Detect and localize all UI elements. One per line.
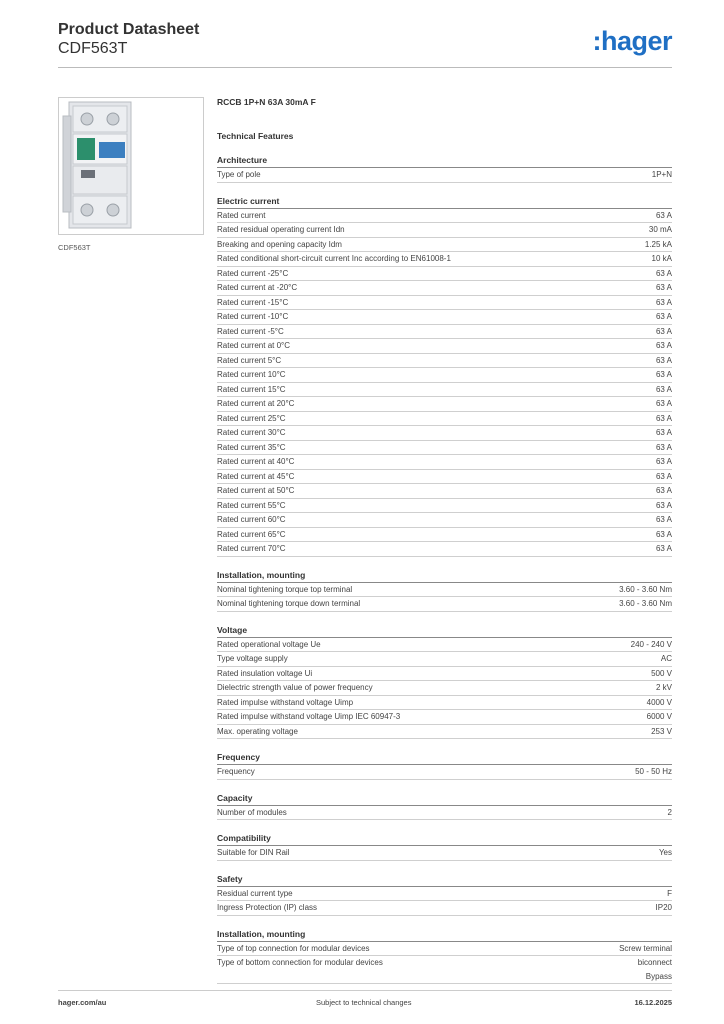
spec-row (217, 252, 672, 267)
spec-value: 10 kA (651, 254, 672, 263)
spec-row (217, 652, 672, 667)
spec-label: Rated impulse withstand voltage Uimp (217, 697, 354, 707)
spec-table (217, 886, 672, 916)
spec-row (217, 956, 672, 984)
spec-value: 63 A (655, 428, 672, 437)
spec-value: 63 A (655, 297, 672, 307)
spec-value: 63 A (655, 326, 672, 336)
spec-value: 63 A (655, 370, 672, 379)
spec-value: 63 A (655, 355, 672, 365)
spec-label: Rated current 25°C (217, 413, 286, 423)
spec-label: Type of bottom connection for modular devices (217, 958, 383, 967)
spec-row (217, 499, 672, 514)
spec-value: 63 A (655, 457, 672, 466)
spec-label: Rated current 55°C (217, 500, 286, 510)
spec-row (217, 383, 672, 398)
spec-value: 63 A (655, 529, 672, 539)
spec-value: 63 A (655, 442, 672, 452)
spec-label: Rated current at -20°C (217, 283, 298, 292)
spec-row (217, 339, 672, 354)
spec-table (217, 208, 672, 557)
spec-label: Ingress Protection (IP) class (217, 903, 318, 912)
spec-label: Suitable for DIN Rail (217, 848, 290, 857)
spec-row (217, 583, 672, 598)
spec-table (217, 764, 672, 780)
spec-label: Breaking and opening capacity Idm (217, 239, 342, 249)
spec-row (217, 887, 672, 902)
spec-label: Number of modules (217, 807, 287, 817)
spec-label: Residual current type (217, 888, 293, 898)
spec-value: 1P+N (651, 170, 672, 179)
spec-row (217, 638, 672, 653)
spec-value: 4000 V (646, 697, 672, 707)
spec-row (217, 168, 672, 183)
spec-row (217, 455, 672, 470)
spec-value: 50 - 50 Hz (635, 767, 672, 776)
spec-table (217, 845, 672, 861)
spec-row (217, 296, 672, 311)
spec-row (217, 696, 672, 711)
spec-label: Rated current -15°C (217, 297, 289, 307)
document-type: Product Datasheet (58, 21, 200, 38)
spec-value: 63 A (655, 544, 672, 553)
spec-row (217, 426, 672, 441)
spec-value: 30 mA (648, 225, 672, 234)
header-divider (58, 67, 672, 68)
section-title: Compatibility (217, 833, 271, 843)
spec-label: Nominal tightening torque down terminal (217, 599, 361, 608)
spec-row (217, 901, 672, 916)
spec-label: Rated current at 0°C (217, 341, 291, 350)
spec-row (217, 597, 672, 612)
spec-label: Rated current 70°C (217, 544, 286, 553)
section-title: Installation, mounting (217, 569, 306, 580)
spec-value: 63 A (655, 515, 672, 524)
spec-value: 63 A (655, 500, 672, 510)
spec-table (217, 637, 672, 740)
spec-row (217, 267, 672, 282)
spec-row (217, 484, 672, 499)
spec-table (217, 582, 672, 612)
spec-label: Rated current -10°C (217, 312, 289, 321)
spec-label: Type voltage supply (217, 654, 288, 663)
section-title: Capacity (217, 792, 253, 803)
section-title: Electric current (217, 195, 280, 206)
footer-note: Subject to technical changes (316, 998, 412, 1007)
spec-value: 63 A (655, 471, 672, 481)
spec-value: 2 kV (655, 683, 672, 692)
spec-value: 500 V (651, 668, 672, 678)
spec-label: Rated insulation voltage Ui (217, 668, 313, 678)
product-image (58, 97, 204, 235)
spec-label: Rated residual operating current Idn (217, 225, 345, 234)
spec-value: 63 A (655, 268, 672, 278)
spec-value: 6000 V (646, 712, 672, 721)
spec-row (217, 397, 672, 412)
spec-label: Rated current at 40°C (217, 457, 295, 466)
spec-row (217, 542, 672, 557)
section-title: Architecture (217, 155, 268, 165)
spec-value: 63 A (655, 312, 672, 321)
spec-row (217, 528, 672, 543)
spec-label: Frequency (217, 767, 255, 776)
spec-value: Screw terminal (619, 943, 672, 953)
spec-label: Rated current 30°C (217, 428, 286, 437)
page-header (58, 20, 199, 58)
technical-features-heading: Technical Features (217, 131, 294, 141)
footer-website: hager.com/au (58, 998, 107, 1007)
spec-value: biconnect Bypass (637, 958, 672, 981)
spec-value: IP20 (655, 903, 672, 912)
spec-table (217, 805, 672, 821)
spec-row (217, 513, 672, 528)
spec-row (217, 281, 672, 296)
spec-label: Dielectric strength value of power frequency (217, 683, 373, 692)
spec-label: Rated current 60°C (217, 515, 286, 524)
spec-row (217, 441, 672, 456)
spec-value: 253 V (651, 726, 672, 736)
footer-divider (58, 990, 672, 991)
footer-date: 16.12.2025 (634, 998, 672, 1007)
spec-label: Rated current at 45°C (217, 471, 295, 481)
spec-label: Max. operating voltage (217, 726, 298, 736)
spec-value: 63 A (655, 399, 672, 408)
spec-label: Type of pole (217, 170, 261, 179)
spec-row (217, 223, 672, 238)
spec-value: 63 A (655, 210, 672, 220)
datasheet-content (217, 95, 672, 984)
spec-row (217, 325, 672, 340)
spec-label: Rated conditional short-circuit current Inc according to EN61008-1 (217, 254, 451, 263)
spec-row (217, 942, 672, 957)
spec-value: 63 A (655, 341, 672, 350)
spec-value: 63 A (655, 283, 672, 292)
product-image-caption: CDF563T (58, 243, 91, 252)
spec-row (217, 412, 672, 427)
spec-row (217, 725, 672, 740)
spec-table (217, 941, 672, 985)
spec-label: Rated current 65°C (217, 529, 286, 539)
spec-row (217, 667, 672, 682)
spec-row (217, 710, 672, 725)
product-code: CDF563T (58, 40, 128, 57)
spec-value: 1.25 kA (644, 239, 672, 249)
spec-row (217, 368, 672, 383)
spec-sections (217, 153, 672, 984)
spec-label: Rated current (217, 210, 266, 220)
spec-label: Rated current at 50°C (217, 486, 295, 495)
spec-value: Yes (658, 848, 672, 857)
spec-label: Rated current at 20°C (217, 399, 295, 408)
spec-value: 63 A (655, 486, 672, 495)
spec-row (217, 238, 672, 253)
spec-label: Rated current -5°C (217, 326, 284, 336)
section-title: Safety (217, 873, 243, 884)
spec-row (217, 209, 672, 224)
spec-row (217, 681, 672, 696)
spec-row (217, 470, 672, 485)
spec-value: 2 (667, 807, 672, 817)
spec-value: 63 A (655, 384, 672, 394)
spec-value: 3.60 - 3.60 Nm (619, 584, 672, 594)
spec-row (217, 806, 672, 821)
section-title: Frequency (217, 752, 260, 762)
spec-label: Rated impulse withstand voltage Uimp IEC 60947-3 (217, 712, 401, 721)
spec-label: Rated current 35°C (217, 442, 286, 452)
product-title: RCCB 1P+N 63A 30mA F (217, 97, 316, 107)
spec-value: 63 A (655, 413, 672, 423)
hager-logo: :hager (592, 26, 672, 56)
spec-label: Rated operational voltage Ue (217, 639, 321, 649)
spec-row (217, 354, 672, 369)
spec-value: 240 - 240 V (630, 639, 672, 649)
spec-label: Rated current 10°C (217, 370, 286, 379)
spec-table (217, 167, 672, 183)
spec-value: F (667, 888, 672, 898)
spec-label: Type of top connection for modular devices (217, 943, 370, 953)
spec-label: Rated current 5°C (217, 355, 282, 365)
spec-value: AC (660, 654, 672, 663)
spec-row (217, 310, 672, 325)
spec-label: Rated current 15°C (217, 384, 286, 394)
spec-label: Rated current -25°C (217, 268, 289, 278)
section-title: Installation, mounting (217, 928, 306, 939)
spec-value: 3.60 - 3.60 Nm (619, 599, 672, 608)
spec-row (217, 765, 672, 780)
spec-label: Nominal tightening torque top terminal (217, 584, 353, 594)
section-title: Voltage (217, 624, 248, 635)
spec-row (217, 846, 672, 861)
